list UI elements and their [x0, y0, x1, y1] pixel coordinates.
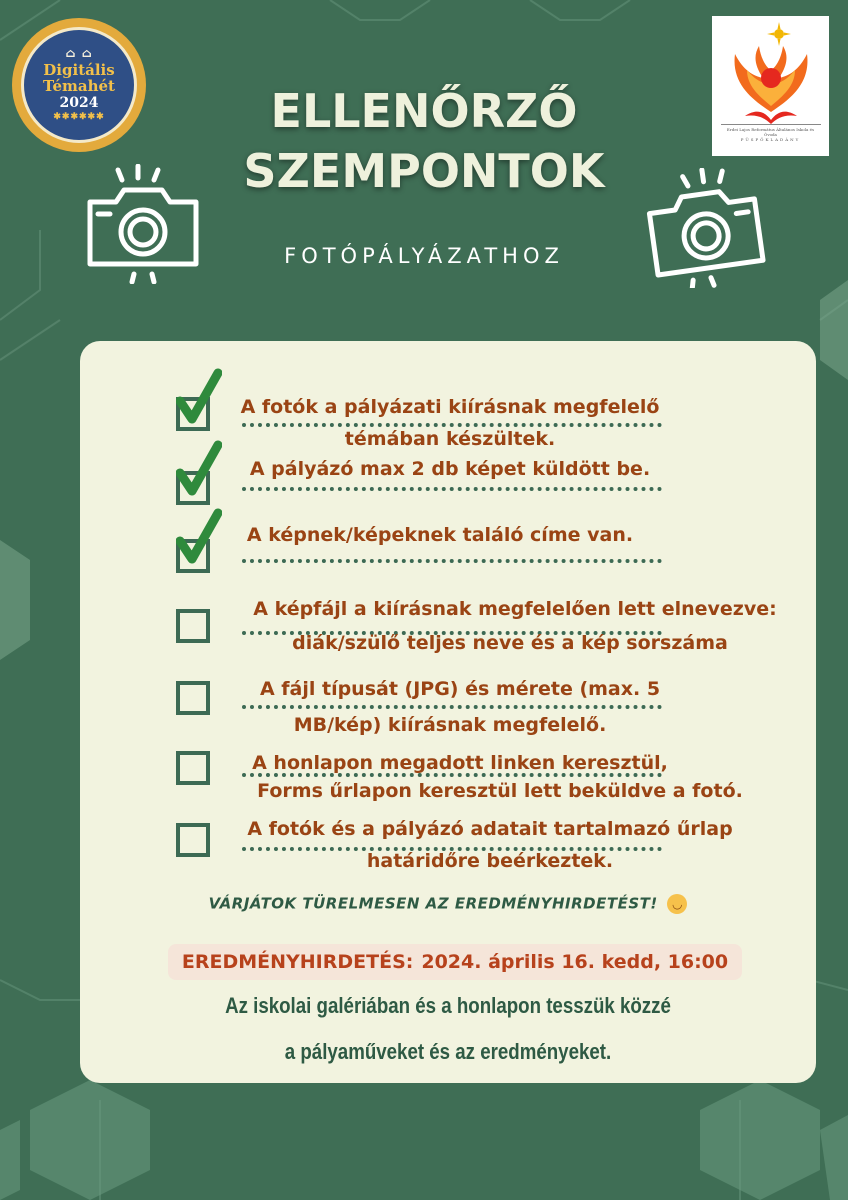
- dotted-separator: [242, 559, 662, 563]
- badge-line1: Digitális: [43, 60, 115, 79]
- camera-icon: [78, 164, 208, 284]
- checklist-item-4-line1: A képfájl a kiírásnak megfelelően lett elnevezve:: [253, 598, 777, 620]
- checklist-item-1-line2: témában készültek.: [344, 428, 556, 450]
- wait-message: [80, 894, 816, 914]
- digitalis-temahet-badge: [12, 18, 146, 152]
- checklist-item-7-line2: határidőre beérkeztek.: [366, 850, 614, 872]
- checklist-item-5-line1: A fájl típusát (JPG) és mérete (max. 5: [259, 678, 661, 700]
- checklist-item-2-line1: A pályázó max 2 db képet küldött be.: [249, 458, 651, 480]
- house-icon: ⌂ ⌂: [65, 46, 93, 61]
- checklist-item-7-line1: A fotók és a pályázó adatait tartalmazó űrlap: [247, 818, 733, 840]
- result-label: EREDMÉNYHIRDETÉS:: [181, 951, 414, 973]
- checklist-item-5-line2: MB/kép) kiírásnak megfelelő.: [293, 714, 607, 736]
- checkbox[interactable]: [176, 609, 210, 643]
- footer-line1: Az iskolai galériában és a honlapon tesszük közzé: [225, 993, 671, 1018]
- checkbox[interactable]: [176, 681, 210, 715]
- checkbox[interactable]: [176, 751, 210, 785]
- badge-inner: [21, 27, 137, 143]
- badge-line2: Témahét: [43, 76, 115, 95]
- checklist-item-4-line2: diák/szülő teljes neve és a kép sorszáma: [292, 632, 728, 654]
- checkmark-icon: [176, 507, 222, 569]
- smiley-icon: ◡: [667, 894, 687, 914]
- phoenix-icon: [723, 20, 819, 124]
- badge-year: 2024: [59, 95, 99, 112]
- checklist-card: [80, 341, 816, 1083]
- school-caption: Erdei Lajos Református Általános Iskola és Óvoda: [721, 124, 821, 137]
- page-title-line2: SZEMPONTOK: [243, 144, 605, 198]
- dotted-separator: [242, 487, 662, 491]
- checklist-item-1-line1: A fotók a pályázati kiírásnak megfelelő: [240, 396, 660, 418]
- result-date: 2024. április 16. kedd, 16:00: [421, 951, 729, 973]
- checklist-item-6-line1: A honlapon megadott linken keresztül,: [252, 752, 668, 774]
- camera-icon: [640, 168, 770, 288]
- footer-line2: a pályaműveket és az eredményeket.: [284, 1039, 612, 1064]
- badge-stars-decoration: ✱✱✱✱✱✱: [53, 112, 105, 123]
- checklist-item-3-line1: A képnek/képeknek találó címe van.: [246, 524, 634, 546]
- wait-message-text: VÁRJÁTOK TÜRELMESEN AZ EREDMÉNYHIRDETÉST!: [208, 894, 658, 913]
- checkmark-icon: [176, 367, 222, 429]
- result-announcement: [168, 944, 742, 980]
- checkmark-icon: [176, 439, 222, 501]
- checkbox[interactable]: [176, 823, 210, 857]
- school-city: PÜSPÖKLADÁNY: [740, 137, 801, 142]
- page-title-line1: ELLENŐRZŐ: [270, 84, 578, 138]
- school-logo: [712, 16, 829, 156]
- checklist-item-6-line2: Forms űrlapon keresztül lett beküldve a fotó.: [257, 780, 743, 802]
- page-subtitle: FOTÓPÁLYÁZATHOZ: [284, 244, 564, 268]
